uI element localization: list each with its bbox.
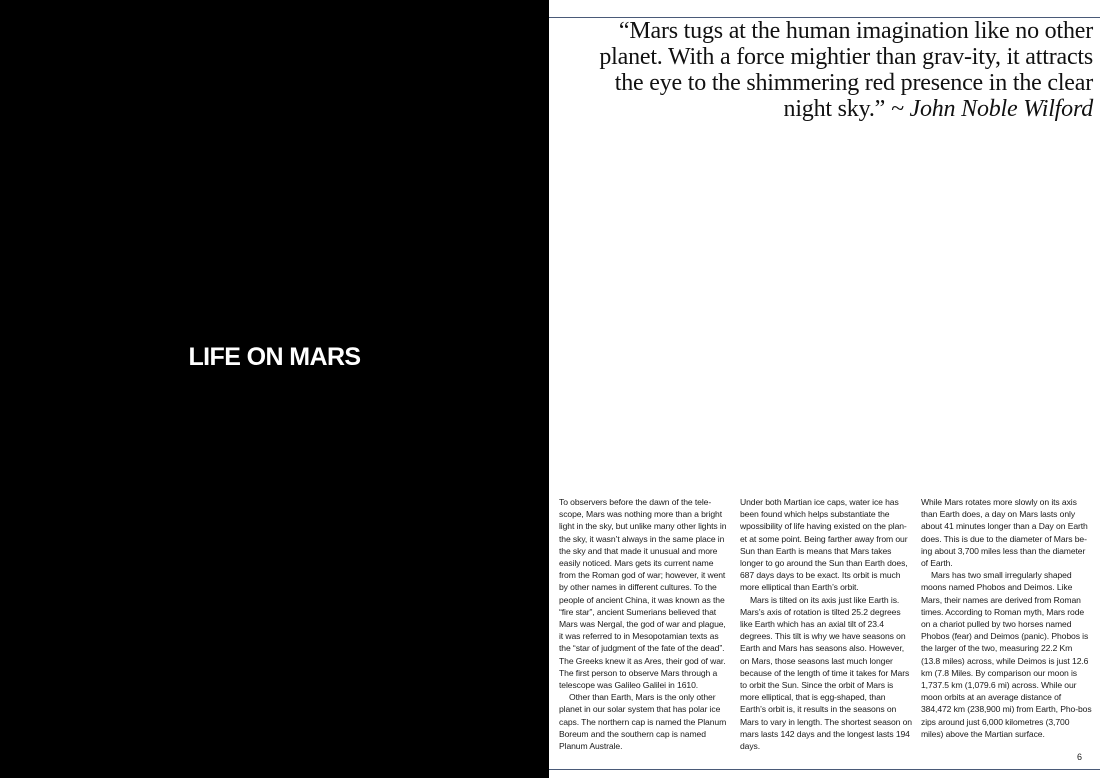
paragraph: Mars has two small irregularly shaped moons named Phobos and Deimos. Like Mars, their names are derived from Roman times. According to Roman myth, Mars rode on a chariot pulled by two horses named Phobos (fear) and Deimos (panic). Phobos is the larger of the two, measuring 22.2 Km (13.8 miles) across, while Deimos is just 12.6 km (7.8 Miles. By comparison our moon is 1,737.5 km (1,079.6 mi) across. While our moon orbits at an average distance of 384,472 km (238,900 mi) from Earth, Pho-bos zips around just 6,000 kilometres (3,700 miles) above the Martian surface. xyxy=(921,570,1092,739)
paragraph: Under both Martian ice caps, water ice has been found which helps substantiate the wpossibility of life having existed on the plan-et at some point. Being farther away from our Sun than Earth is means that Mars takes longer to go around the Sun than Earth does, 687 days days to be exact. Its orbit is much more elliptical than Earth’s orbit. xyxy=(740,497,908,593)
page-number: 6 xyxy=(1076,752,1082,762)
pull-quote xyxy=(585,18,1093,122)
paragraph: Other than Earth, Mars is the only other planet in our solar system that has polar ice caps. The northern cap is named the Planum Boreum and the southern cap is named Planum Australe. xyxy=(559,692,727,752)
paragraph: To observers before the dawn of the tele-scope, Mars was nothing more than a bright light in the sky, but unlike many other lights in the sky, it wasn’t always in the same place in the sky and that made it unusual and more easily noticed. Mars gets its current name from the Roman god of war; however, it went by other names in different cultures. To the people of ancient China, it was known as the “fire star”, ancient Sumerians believed that Mars was Nergal, the god of war and plague, it was referred to in Mesopotamian texts as the “star of judgment of the fate of the dead”. The Greeks knew it as Ares, their god of war. The first person to observe Mars through a telescope was Galileo Galilei in 1610. xyxy=(559,497,727,691)
text-column-3 xyxy=(921,496,1093,740)
body-columns xyxy=(559,496,1090,754)
black-title-panel xyxy=(0,0,549,778)
text-column-2 xyxy=(740,496,912,752)
bottom-rule xyxy=(549,769,1100,770)
spread-title: LIFE ON MARS xyxy=(188,343,361,371)
pull-quote-text: “Mars tugs at the human imagination like no other planet. With a force mightier than grav-ity, it attracts the eye to the shimmering red presence in the clear night sky.” xyxy=(599,18,1093,122)
paragraph: While Mars rotates more slowly on its axis than Earth does, a day on Mars lasts only about 41 minutes longer than a Day on Earth does. This is due to the diameter of Mars be-ing about 3,700 miles less than the diameter of Earth. xyxy=(921,497,1088,569)
paragraph: Mars is tilted on its axis just like Earth is. Mars’s axis of rotation is tilted 25.2 degrees like Earth which has an axial tilt of 23.4 degrees. This tilt is why we have seasons on Earth and Mars has seasons also. However, on Mars, those seasons last much longer because of the length of time it takes for Mars to orbit the Sun. Since the orbit of Mars is more elliptical, that is egg-shaped, than Earth’s orbit is, it results in the seasons on Mars to vary in length. The shortest season on mars lasts 142 days and the longest lasts 194 days. xyxy=(740,594,912,752)
text-column-1 xyxy=(559,496,731,752)
pull-quote-author: ~ John Noble Wilford xyxy=(890,96,1093,122)
